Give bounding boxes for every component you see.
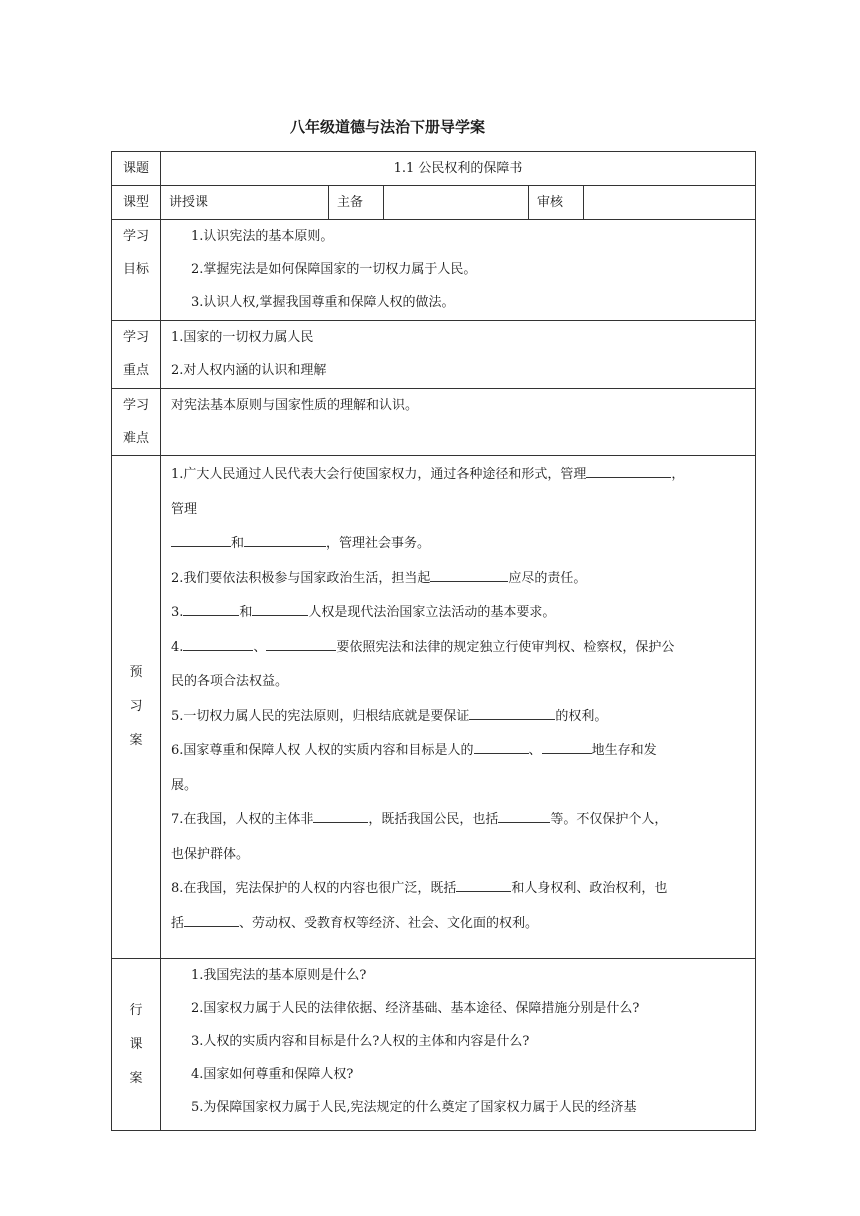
blank [474, 739, 529, 754]
preview-line-2: 管理 [171, 501, 198, 517]
blank [171, 532, 231, 547]
difficulties-label [112, 389, 161, 456]
class-content [161, 959, 756, 1131]
difficulties-label-line1: 学习 [122, 398, 149, 413]
preview-label [112, 456, 161, 959]
goals-label-line1: 学习 [122, 229, 149, 244]
class-label [112, 959, 161, 1131]
blank [252, 601, 308, 616]
goals-label [112, 220, 161, 321]
preview-line-11: 7.在我国，人权的主体非 ，既括我国公民，也括 等。不仅保护个人， [171, 803, 747, 838]
class-label-line2: 课 [129, 1036, 143, 1052]
goals-label-line2: 目标 [122, 262, 149, 277]
blank [498, 808, 550, 823]
preview-line-7: 民的各项合法权益。 [171, 674, 289, 689]
preview-label-line2: 习 [129, 699, 143, 714]
preview-line-10: 展。 [171, 777, 198, 793]
type-value: 讲授课 [161, 186, 329, 220]
key-point-item: 1.国家的一切权力属人民 [171, 330, 314, 345]
type-label: 课型 [112, 186, 161, 220]
preview-line-4: 2.我们要依法积极参与国家政治生活，担当起 应尽的责任。 [171, 562, 747, 597]
key-points-row [112, 321, 756, 389]
goal-item: 2.掌握宪法是如何保障国家的一切权力属于人民。 [191, 262, 477, 277]
review-value [584, 186, 756, 220]
preview-label-line3: 案 [129, 733, 143, 748]
preview-line-8: 5.一切权力属人民的宪法原则，归根结底就是要保证 的权利。 [171, 700, 747, 735]
key-points-label [112, 321, 161, 389]
blank [244, 532, 326, 547]
class-question: 2.国家权力属于人民的法律依据、经济基础、基本途径、保障措施分别是什么? [191, 1001, 640, 1016]
key-points-content [161, 321, 756, 389]
author-value [384, 186, 529, 220]
blank [430, 567, 508, 582]
preview-line-6: 4. 、 要依照宪法和法律的规定独立行使审判权、检察权，保护公 [171, 631, 747, 666]
blank [313, 808, 368, 823]
class-label-line1: 行 [129, 1002, 143, 1018]
blank [183, 601, 239, 616]
preview-line-5: 3. 和 人权是现代法治国家立法活动的基本要求。 [171, 596, 747, 631]
type-row [112, 186, 756, 220]
preview-content [161, 456, 756, 959]
blank [184, 912, 239, 927]
key-points-label-line2: 重点 [122, 363, 149, 378]
difficulties-label-line2: 难点 [122, 431, 149, 446]
class-question: 5.为保障国家权力属于人民,宪法规定的什么奠定了国家权力属于人民的经济基 [191, 1100, 637, 1115]
study-guide-table [111, 151, 756, 1131]
document-title: 八年级道德与法治下册导学案 [290, 118, 486, 136]
difficulties-content [161, 389, 756, 456]
difficulties-row [112, 389, 756, 456]
preview-line-14: 括 、劳动权、受教育权等经济、社会、文化面的权利。 [171, 907, 747, 942]
preview-line-13: 8.在我国，宪法保护的人权的内容也很广泛，既括 和人身权利、政治权利，也 [171, 872, 747, 907]
blank [266, 636, 336, 651]
goals-content [161, 220, 756, 321]
class-label-line3: 案 [129, 1070, 143, 1086]
preview-line-3: 和 ，管理社会事务。 [171, 527, 747, 562]
goal-item: 3.认识人权,掌握我国尊重和保障人权的做法。 [191, 295, 455, 310]
topic-label: 课题 [112, 152, 161, 186]
preview-line-12: 也保护群体。 [171, 846, 250, 862]
class-question: 1.我国宪法的基本原则是什么? [191, 968, 367, 983]
key-points-label-line1: 学习 [122, 330, 149, 345]
difficulty-item: 对宪法基本原则与国家性质的理解和认识。 [171, 398, 419, 413]
topic-value: 1.1 公民权利的保障书 [161, 152, 756, 186]
key-point-item: 2.对人权内涵的认识和理解 [171, 363, 327, 378]
goal-item: 1.认识宪法的基本原则。 [191, 229, 334, 244]
blank [469, 705, 555, 720]
preview-label-line1: 预 [129, 665, 143, 680]
class-question: 3.人权的实质内容和目标是什么?人权的主体和内容是什么? [191, 1034, 530, 1049]
class-question: 4.国家如何尊重和保障人权? [191, 1067, 354, 1082]
author-label: 主备 [329, 186, 384, 220]
preview-line-9: 6.国家尊重和保障人权 人权的实质内容和目标是人的 、 地生存和发 [171, 734, 747, 769]
blank [183, 636, 253, 651]
topic-row [112, 152, 756, 186]
preview-line-1: 1.广大人民通过人民代表大会行使国家权力，通过各种途径和形式，管理 ， [171, 458, 747, 493]
preview-row [112, 456, 756, 959]
blank [456, 877, 511, 892]
class-row [112, 959, 756, 1131]
blank [542, 739, 592, 754]
goals-row [112, 220, 756, 321]
review-label: 审核 [529, 186, 584, 220]
blank [586, 463, 671, 478]
